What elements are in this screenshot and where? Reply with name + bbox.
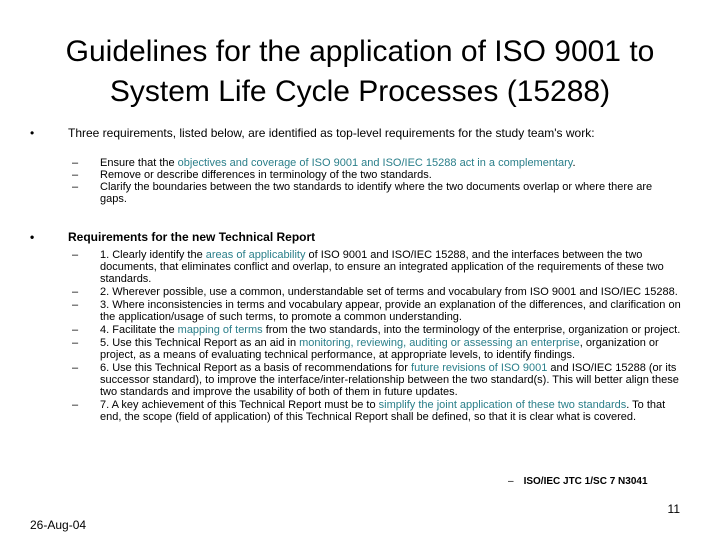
dash-icon: – (508, 476, 514, 487)
item-text-end: . (572, 157, 576, 169)
item-text: 3. Where inconsistencies in terms and vocabulary appear, provide an explanation of the differences, and clarification on the application/usage of such terms, to promote a common understanding. (100, 299, 681, 323)
item-highlight: objectives and coverage of ISO 9001 and ISO/IEC 15288 act in a complementary (177, 157, 573, 169)
item-text: Ensure that the (100, 157, 178, 169)
bullet-icon: • (30, 126, 35, 140)
item-text-end: of ISO 9001 and ISO/IEC 15288, and the interfaces between the two documents, that eliminates conflict and overlap, to ensure an integrated application of the requirements of these two standards. (100, 249, 664, 285)
dash-icon: – (72, 399, 79, 411)
section2-heading: Requirements for the new Technical Report (68, 230, 316, 244)
dash-icon: – (72, 362, 79, 374)
dash-icon: – (72, 337, 79, 349)
item-highlight: mapping of terms (177, 324, 263, 336)
item-text-end: and ISO/IEC 15288 (or its successor standard), to improve the interface/inter-relationship between the two standard(s). This will better align these two standards and improve the usability of both of them in future updates. (100, 362, 679, 398)
item-text: Remove or describe differences in terminology of the two standards. (100, 169, 432, 181)
dash-icon: – (72, 181, 79, 193)
section1-intro: Three requirements, listed below, are identified as top-level requirements for the study team's work: (68, 126, 595, 140)
list-item (72, 399, 684, 423)
list-item (72, 249, 684, 285)
item-text-end: . To that end, the scope (field of application) of this Technical Report shall be defined, so that it is clear what is covered. (100, 399, 666, 423)
list-item (72, 169, 682, 181)
item-text-end: from the two standards, into the terminology of the enterprise, organization or project. (262, 324, 681, 336)
reference-text: ISO/IEC JTC 1/SC 7 N3041 (523, 476, 648, 487)
dash-icon: – (72, 286, 79, 298)
list-item (72, 181, 682, 205)
list-item (72, 362, 684, 398)
dash-icon: – (72, 324, 79, 336)
item-highlight: simplify the joint application of these two standards (378, 399, 627, 411)
dash-icon: – (72, 157, 79, 169)
item-highlight: monitoring, reviewing, auditing or assessing an enterprise (299, 337, 580, 349)
item-text: 4. Facilitate the (100, 324, 178, 336)
title-line-1: Guidelines for the application of ISO 9001 to (65, 35, 655, 68)
section2-list (72, 249, 684, 424)
section1-list (72, 157, 682, 205)
bullet-icon: • (30, 230, 35, 244)
item-highlight: future revisions of ISO 9001 (411, 362, 548, 374)
item-text-end: , organization or project, as a means of evaluating technical performance, at appropriate levels, to identify findings. (100, 337, 659, 361)
item-text: 5. Use this Technical Report as an aid in (100, 337, 300, 349)
item-text: 2. Wherever possible, use a common, understandable set of terms and vocabulary from ISO 9001 and ISO/IEC 15288. (100, 286, 678, 298)
list-item (72, 299, 684, 323)
title-line-2: System Life Cycle Processes (15288) (109, 75, 611, 108)
dash-icon: – (72, 169, 79, 181)
item-text: 7. A key achievement of this Technical Report must be to (100, 399, 379, 411)
list-item (72, 324, 684, 336)
item-text: 1. Clearly identify the (100, 249, 206, 261)
item-highlight: areas of applicability (205, 249, 306, 261)
dash-icon: – (72, 249, 79, 261)
slide-date: 26-Aug-04 (30, 518, 87, 532)
item-text: 6. Use this Technical Report as a basis of recommendations for (100, 362, 412, 374)
list-item (72, 337, 684, 361)
document-reference (508, 476, 648, 487)
list-item (72, 157, 682, 169)
slide-title (20, 32, 700, 112)
page-number: 11 (667, 502, 680, 516)
item-text: Clarify the boundaries between the two standards to identify where the two documents overlap or where there are gaps. (100, 181, 653, 205)
list-item (72, 286, 684, 298)
dash-icon: – (72, 299, 79, 311)
